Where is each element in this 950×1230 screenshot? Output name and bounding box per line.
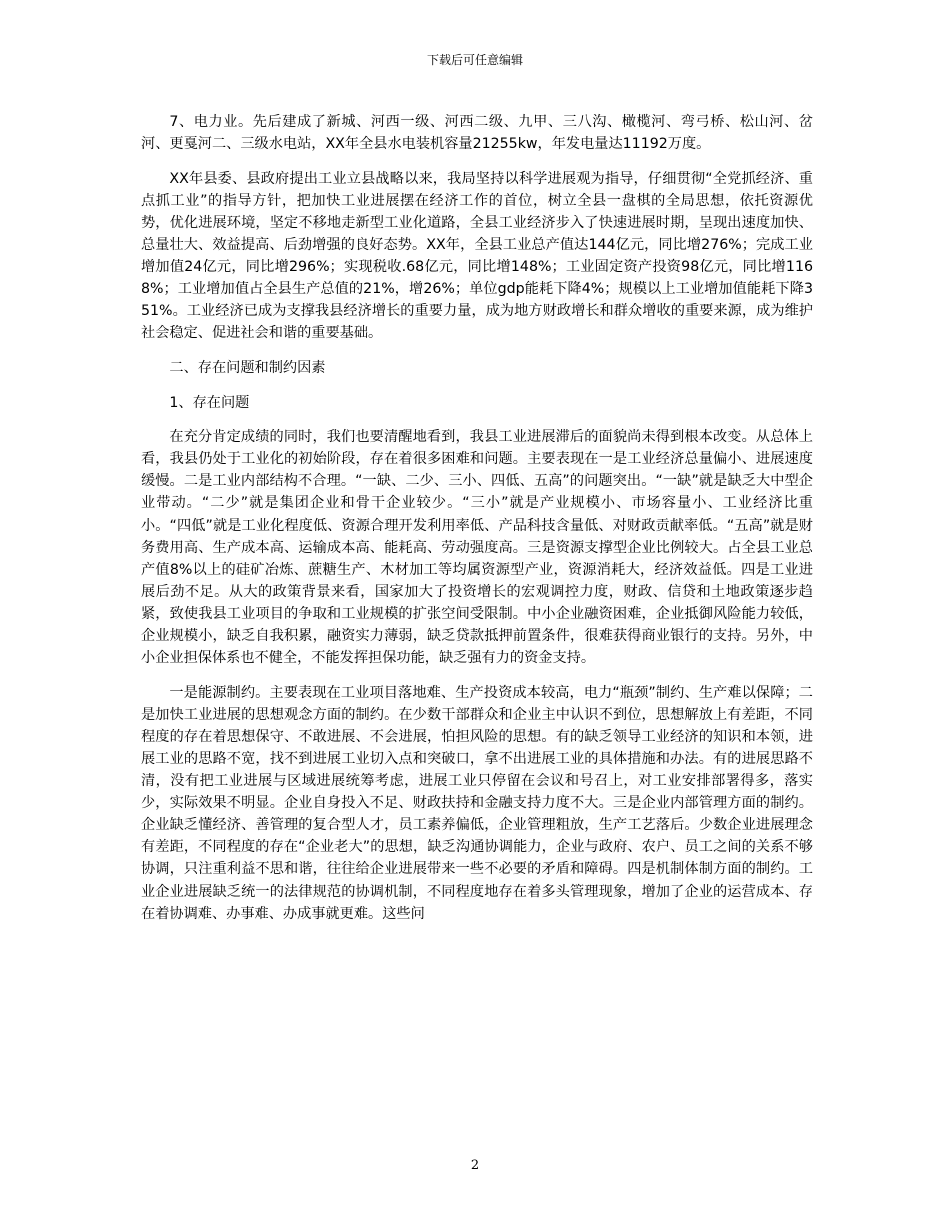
page-header: 下载后可任意编辑 — [426, 53, 523, 67]
subsection-heading-existing-problems: 1、存在问题 — [169, 394, 250, 411]
document-body — [141, 111, 813, 937]
paragraph-existing-problems: 在充分肯定成绩的同时，我们也要清醒地看到，我县工业进展滞后的面貌尚未得到根本改变。从总体上看，我县仍处于工业化的初始阶段，存在着很多困难和问题。主要表现在一是工业经济总量偏小、进展速度缓慢。二是工业内部结构不合理。“一缺、二少、三小、四低、五高”的问题突出。“一缺”就是缺乏大中型企业带动。“二少”就是集团企业和骨干企业较少。“三小”就是产业规模小、市场容量小、工业经济比重小。“四低”就是工业化程度低、资源合理开发利用率低、产品科技含量低、对财政贡献率低。“五高”就是财务费用高、生产成本高、运输成本高、能耗高、劳动强度高。三是资源支撑型企业比例较大。占全县工业总产值8%以上的硅矿冶炼、蔗糖生产、木材加工等均属资源型产业，资源消耗大，经济效益低。四是工业进展后劲不足。从大的政策背景来看，国家加大了投资增长的宏观调控力度，财政、信贷和土地政策逐步趋紧，致使我县工业项目的争取和工业规模的扩张空间受限制。中小企业融资困难，企业抵御风险能力较低，企业规模小，缺乏自我积累，融资实力薄弱，缺乏贷款抵押前置条件，很难获得商业银行的支持。另外，中小企业担保体系也不健全，不能发挥担保功能，缺乏强有力的资金支持。 — [141, 429, 813, 667]
page-number: 2 — [470, 1158, 480, 1173]
paragraph-electric-power: 7、电力业。先后建成了新城、河西一级、河西二级、九甲、三八沟、橄榄河、弯弓桥、松山河、岔河、更戛河二、三级水电站，XX年全县水电装机容量21255kw，年发电量达11192万度。 — [141, 114, 813, 153]
paragraph-industry-overview: XX年县委、县政府提出工业立县战略以来，我局坚持以科学进展观为指导，仔细贯彻“全党抓经济、重点抓工业”的指导方针，把加快工业进展摆在经济工作的首位，树立全县一盘棋的全局思想，依托资源优势，优化进展环境，坚定不移地走新型工业化道路，全县工业经济步入了快速进展时期，呈现出速度加快、总量壮大、效益提高、后劲增强的良好态势。XX年，全县工业总产值达144亿元，同比增276%；完成工业增加值24亿元，同比增296%；实现税收.68亿元，同比增148%；工业固定资产投资98亿元，同比增1168%；工业增加值占全县生产总值的21%，增26%；单位gdp能耗下降4%；规模以上工业增加值能耗下降351%。工业经济已成为支撑我县经济增长的重要力量，成为地方财政增长和群众增收的重要来源，成为维护社会稳定、促进社会和谐的重要基础。 — [141, 170, 813, 342]
section-heading-problems: 二、存在问题和制约因素 — [169, 359, 326, 376]
paragraph-constraints: 一是能源制约。主要表现在工业项目落地难、生产投资成本较高，电力“瓶颈”制约、生产难以保障；二是加快工业进展的思想观念方面的制约。在少数干部群众和企业主中认识不到位，思想解放上有差距，不同程度的存在着思想保守、不敢进展、不会进展，怕担风险的思想。有的缺乏领导工业经济的知识和本领，进展工业的思路不宽，找不到进展工业切入点和突破口，拿不出进展工业的具体措施和办法。有的进展思路不清，没有把工业进展与区域进展统筹考虑，进展工业只停留在会议和号召上，对工业安排部署得多，落实少，实际效果不明显。企业自身投入不足、财政扶持和金融支持力度不大。三是企业内部管理方面的制约。企业缺乏懂经济、善管理的复合型人才，员工素养偏低，企业管理粗放，生产工艺落后。少数企业进展理念有差距，不同程度的存在“企业老大”的思想，缺乏沟通协调能力，企业与政府、农户、员工之间的关系不够协调，只注重利益不思和谐，往往给企业进展带来一些不必要的矛盾和障碍。四是机制体制方面的制约。工业企业进展缺乏统一的法律规范的协调机制，不同程度地存在着多头管理现象，增加了企业的运营成本、存在着协调难、办事难、办成事就更难。这些问 — [141, 684, 813, 922]
